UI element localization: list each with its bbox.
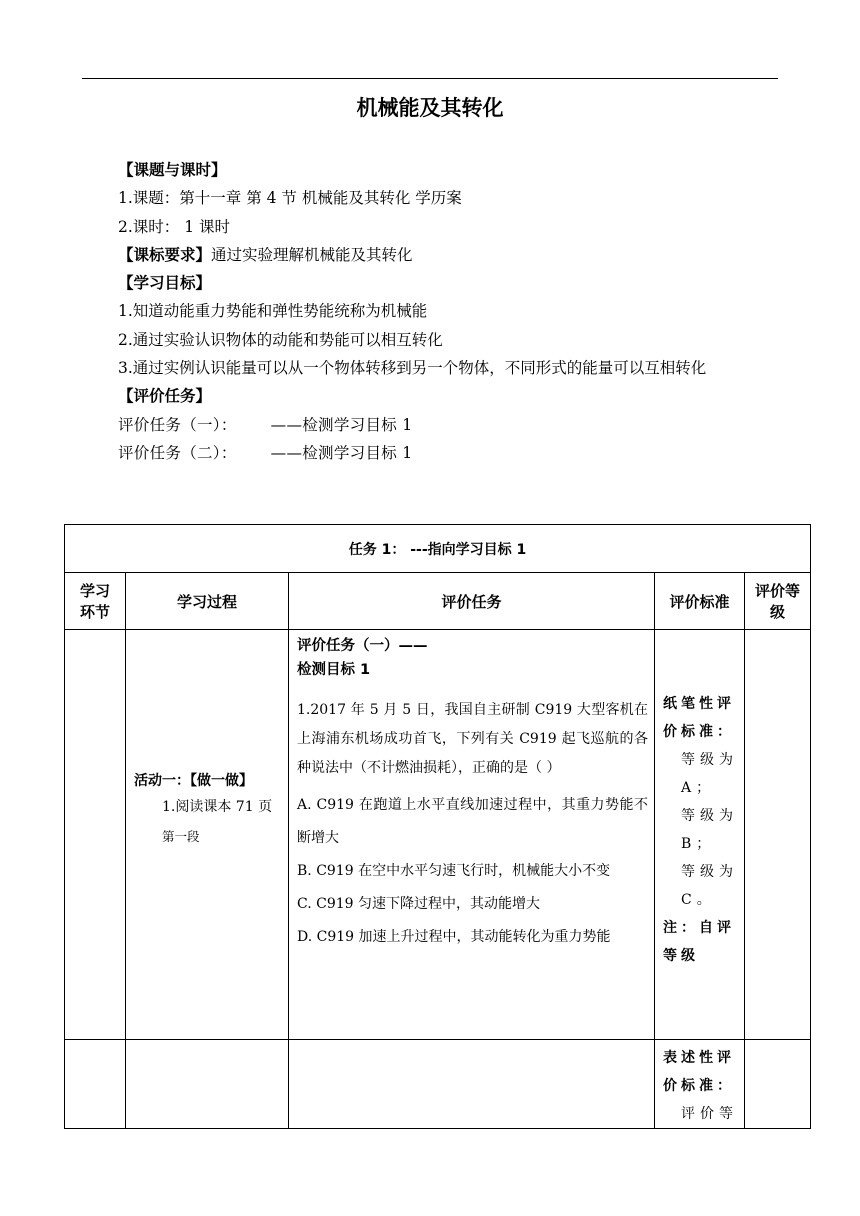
task-label: 评价任务（一）：: [118, 415, 237, 434]
standard-cell: [655, 1040, 745, 1129]
task-table: [64, 524, 811, 1129]
activity-title: 活动一：【做一做】: [134, 773, 253, 789]
standard-line: 等级为 B；: [681, 808, 738, 852]
task-target: ——检测学习目标 1: [270, 415, 413, 434]
option-c: C. C919 匀速下降过程中，其动能增大: [297, 896, 540, 912]
task-heading: 检测目标 1: [297, 662, 371, 678]
standard-title: 纸笔性评价标准：: [663, 696, 735, 740]
process-cell: [126, 1040, 289, 1129]
goal-item: 1.知道动能重力势能和弹性势能统称为机械能: [118, 302, 428, 321]
task-label: 评价任务（二）：: [118, 443, 237, 462]
task-cell: [289, 630, 655, 1040]
goals-heading: 【学习目标】: [118, 274, 212, 293]
option-b: B. C919 在空中水平匀速飞行时，机械能大小不变: [297, 863, 611, 879]
activity-sub: 第一段: [162, 829, 200, 844]
header-stage: 学习环节: [65, 573, 126, 630]
grade-cell: [745, 1040, 811, 1129]
option-a: A. C919 在跑道上水平直线加速过程中，其重力势能不断增大: [297, 797, 648, 846]
tasks-heading: 【评价任务】: [118, 387, 212, 406]
stage-cell: [65, 1040, 126, 1129]
task-target: ——检测学习目标 1: [270, 443, 413, 462]
standard-cell: [655, 630, 745, 1040]
requirement-heading: 【课标要求】: [118, 245, 212, 264]
requirement-line: [118, 241, 798, 269]
header-process: 学习过程: [126, 573, 289, 630]
goal-item: 3.通过实例认识能量可以从一个物体转移到另一个物体，不同形式的能量可以互相转化: [118, 359, 707, 378]
header-grade: 评价等级: [745, 573, 811, 630]
standard-line: 等级为 A；: [681, 752, 738, 796]
header-task: 评价任务: [289, 573, 655, 630]
standard-note: 注：自评等级: [663, 920, 735, 964]
header-standard: 评价标准: [655, 573, 745, 630]
intro-section: [118, 156, 798, 467]
topic-heading: 【课题与课时】: [118, 161, 227, 179]
option-d: D. C919 加速上升过程中，其动能转化为重力势能: [297, 929, 611, 945]
task-cell: [289, 1040, 655, 1129]
task-line: [118, 439, 798, 467]
topic-line: 1.课题：第十一章 第 4 节 机械能及其转化 学历案: [118, 189, 462, 208]
page-title: 机械能及其转化: [356, 96, 504, 120]
standard-line: 评价等: [681, 1106, 738, 1122]
question-text: 1.2017 年 5 月 5 日，我国自主研制 C919 大型客机在上海浦东机场成功首飞，下列有关 C919 起飞巡航的各种说法中（不计燃油损耗），正确的是（ ）: [297, 702, 648, 776]
goal-item: 2.通过实验认识物体的动能和势能可以相互转化: [118, 330, 443, 349]
requirement-text: 通过实验理解机械能及其转化: [211, 245, 413, 264]
stage-cell: [65, 630, 126, 1040]
grade-cell: [745, 630, 811, 1040]
task-title: 任务 1： ---指向学习目标 1: [65, 525, 811, 573]
task-line: [118, 411, 798, 439]
hours-line: 2.课时： 1 课时: [118, 217, 231, 236]
task-heading: 评价任务（一）——: [297, 638, 428, 654]
process-cell: [126, 630, 289, 1040]
activity-item: 1.阅读课本 71 页: [162, 799, 273, 815]
standard-line: 等级为 C。: [681, 864, 738, 908]
header-rule: [82, 78, 778, 79]
standard-title: 表述性评价标准：: [663, 1050, 735, 1094]
